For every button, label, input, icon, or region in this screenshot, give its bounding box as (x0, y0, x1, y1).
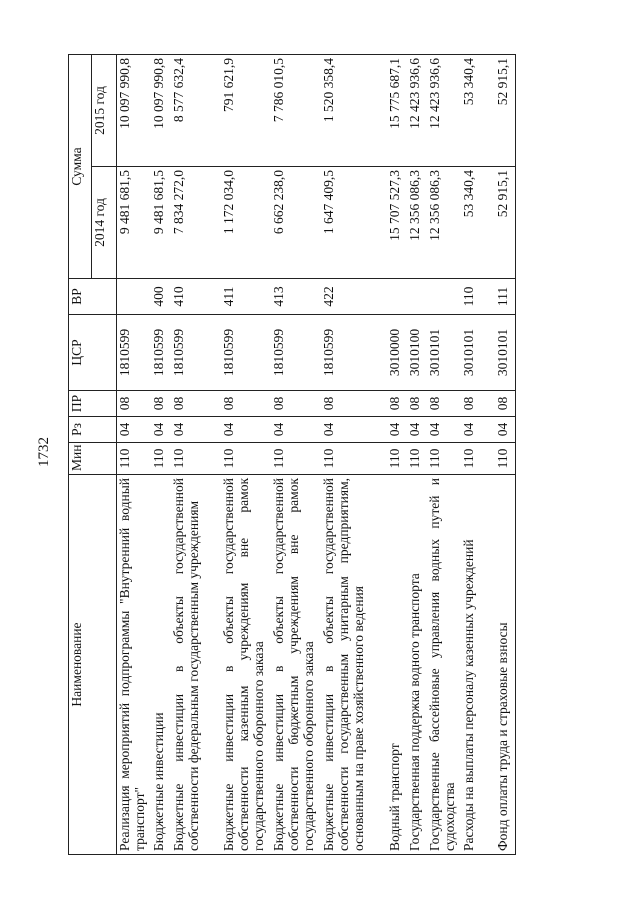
cell-sum-2014: 6 662 238,0 (271, 167, 321, 279)
cell-rz: 04 (221, 417, 271, 443)
cell-rz: 04 (321, 417, 387, 443)
cell-min: 110 (117, 443, 152, 475)
cell-sum-2014: 7 834 272,0 (171, 167, 221, 279)
cell-vr (407, 279, 427, 315)
cell-sum-2015: 8 577 632,4 (171, 54, 221, 166)
table-body (117, 54, 516, 854)
table-row (495, 54, 516, 854)
cell-rz: 04 (427, 417, 461, 443)
table-row (271, 54, 321, 854)
cell-csr: 3010000 (387, 315, 407, 391)
header-year-2015: 2015 год (92, 54, 117, 166)
cell-sum-2014: 12 356 086,3 (427, 167, 461, 279)
table-row (387, 54, 407, 854)
cell-vr: 400 (151, 279, 171, 315)
cell-rz: 04 (495, 417, 516, 443)
cell-vr (427, 279, 461, 315)
cell-pr: 08 (387, 391, 407, 417)
cell-vr: 411 (221, 279, 271, 315)
page-number: 1732 (36, 437, 52, 467)
cell-name: Бюджетные инвестиции в объекты государственной собственности бюджетным учреждениям вне рамок государственного оборонного заказа (271, 475, 321, 855)
cell-csr: 3010101 (495, 315, 516, 391)
cell-csr: 3010101 (427, 315, 461, 391)
cell-sum-2015: 15 775 687,1 (387, 54, 407, 166)
cell-sum-2015: 53 340,4 (461, 54, 495, 166)
cell-min: 110 (495, 443, 516, 475)
cell-min: 110 (461, 443, 495, 475)
cell-csr: 1810599 (221, 315, 271, 391)
cell-csr: 1810599 (271, 315, 321, 391)
cell-min: 110 (387, 443, 407, 475)
header-min: Мин (69, 443, 117, 475)
cell-name: Бюджетные инвестиции (151, 475, 171, 855)
cell-csr: 1810599 (117, 315, 152, 391)
cell-min: 110 (407, 443, 427, 475)
cell-vr: 413 (271, 279, 321, 315)
rotated-table-container (68, 55, 598, 855)
cell-sum-2015: 10 097 990,8 (117, 54, 152, 166)
cell-min: 110 (221, 443, 271, 475)
cell-min: 110 (427, 443, 461, 475)
header-year-2014: 2014 год (92, 167, 117, 279)
cell-sum-2014: 15 707 527,3 (387, 167, 407, 279)
cell-sum-2015: 1 520 358,4 (321, 54, 387, 166)
cell-name: Расходы на выплаты персоналу казенных учреждений (461, 475, 495, 855)
cell-csr: 3010100 (407, 315, 427, 391)
cell-name: Водный транспорт (387, 475, 407, 855)
cell-vr (117, 279, 152, 315)
cell-pr: 08 (427, 391, 461, 417)
table-row (221, 54, 271, 854)
cell-pr: 08 (221, 391, 271, 417)
cell-min: 110 (271, 443, 321, 475)
cell-pr: 08 (151, 391, 171, 417)
table-row (461, 54, 495, 854)
cell-rz: 04 (271, 417, 321, 443)
cell-sum-2014: 12 356 086,3 (407, 167, 427, 279)
budget-table (68, 54, 516, 855)
table-row (407, 54, 427, 854)
cell-sum-2014: 9 481 681,5 (151, 167, 171, 279)
cell-vr: 422 (321, 279, 387, 315)
cell-sum-2015: 7 786 010,5 (271, 54, 321, 166)
table-row (321, 54, 387, 854)
cell-sum-2015: 52 915,1 (495, 54, 516, 166)
cell-min: 110 (151, 443, 171, 475)
cell-csr: 1810599 (171, 315, 221, 391)
cell-rz: 04 (151, 417, 171, 443)
table-row (151, 54, 171, 854)
cell-rz: 04 (461, 417, 495, 443)
cell-vr: 111 (495, 279, 516, 315)
cell-pr: 08 (495, 391, 516, 417)
cell-sum-2014: 9 481 681,5 (117, 167, 152, 279)
cell-name: Государственная поддержка водного транспорта (407, 475, 427, 855)
cell-min: 110 (171, 443, 221, 475)
cell-name: Бюджетные инвестиции в объекты государственной собственности государственным унитарным предприятиям, основанным на праве хозяйственного ведения (321, 475, 387, 855)
cell-sum-2014: 1 172 034,0 (221, 167, 271, 279)
cell-csr: 1810599 (151, 315, 171, 391)
cell-sum-2015: 10 097 990,8 (151, 54, 171, 166)
cell-vr: 410 (171, 279, 221, 315)
cell-sum-2014: 1 647 409,5 (321, 167, 387, 279)
cell-pr: 08 (271, 391, 321, 417)
cell-name: Бюджетные инвестиции в объекты государственной собственности федеральным государственным учреждениям (171, 475, 221, 855)
cell-rz: 04 (171, 417, 221, 443)
cell-name: Реализация мероприятий подпрограммы "Внутренний водный транспорт" (117, 475, 152, 855)
cell-pr: 08 (321, 391, 387, 417)
cell-vr: 110 (461, 279, 495, 315)
cell-sum-2014: 53 340,4 (461, 167, 495, 279)
cell-rz: 04 (407, 417, 427, 443)
header-rz: Рз (69, 417, 117, 443)
cell-sum-2015: 12 423 936,6 (407, 54, 427, 166)
cell-name: Бюджетные инвестиции в объекты государственной собственности казенным учреждениям вне рамок государственного оборонного заказа (221, 475, 271, 855)
cell-pr: 08 (407, 391, 427, 417)
cell-rz: 04 (387, 417, 407, 443)
cell-sum-2015: 791 621,9 (221, 54, 271, 166)
cell-name: Государственные бассейновые управления водных путей и судоходства (427, 475, 461, 855)
table-row (427, 54, 461, 854)
cell-pr: 08 (171, 391, 221, 417)
header-vr: ВР (69, 279, 117, 315)
cell-min: 110 (321, 443, 387, 475)
header-pr: ПР (69, 391, 117, 417)
cell-pr: 08 (117, 391, 152, 417)
cell-csr: 3010101 (461, 315, 495, 391)
table-row (117, 54, 152, 854)
cell-rz: 04 (117, 417, 152, 443)
header-csr: ЦСР (69, 315, 117, 391)
table-header (69, 54, 117, 854)
cell-sum-2015: 12 423 936,6 (427, 54, 461, 166)
header-name: Наименование (69, 475, 117, 855)
cell-name: Фонд оплаты труда и страховые взносы (495, 475, 516, 855)
cell-vr (387, 279, 407, 315)
header-sum: Сумма (69, 54, 92, 278)
cell-pr: 08 (461, 391, 495, 417)
cell-csr: 1810599 (321, 315, 387, 391)
cell-sum-2014: 52 915,1 (495, 167, 516, 279)
table-row (171, 54, 221, 854)
